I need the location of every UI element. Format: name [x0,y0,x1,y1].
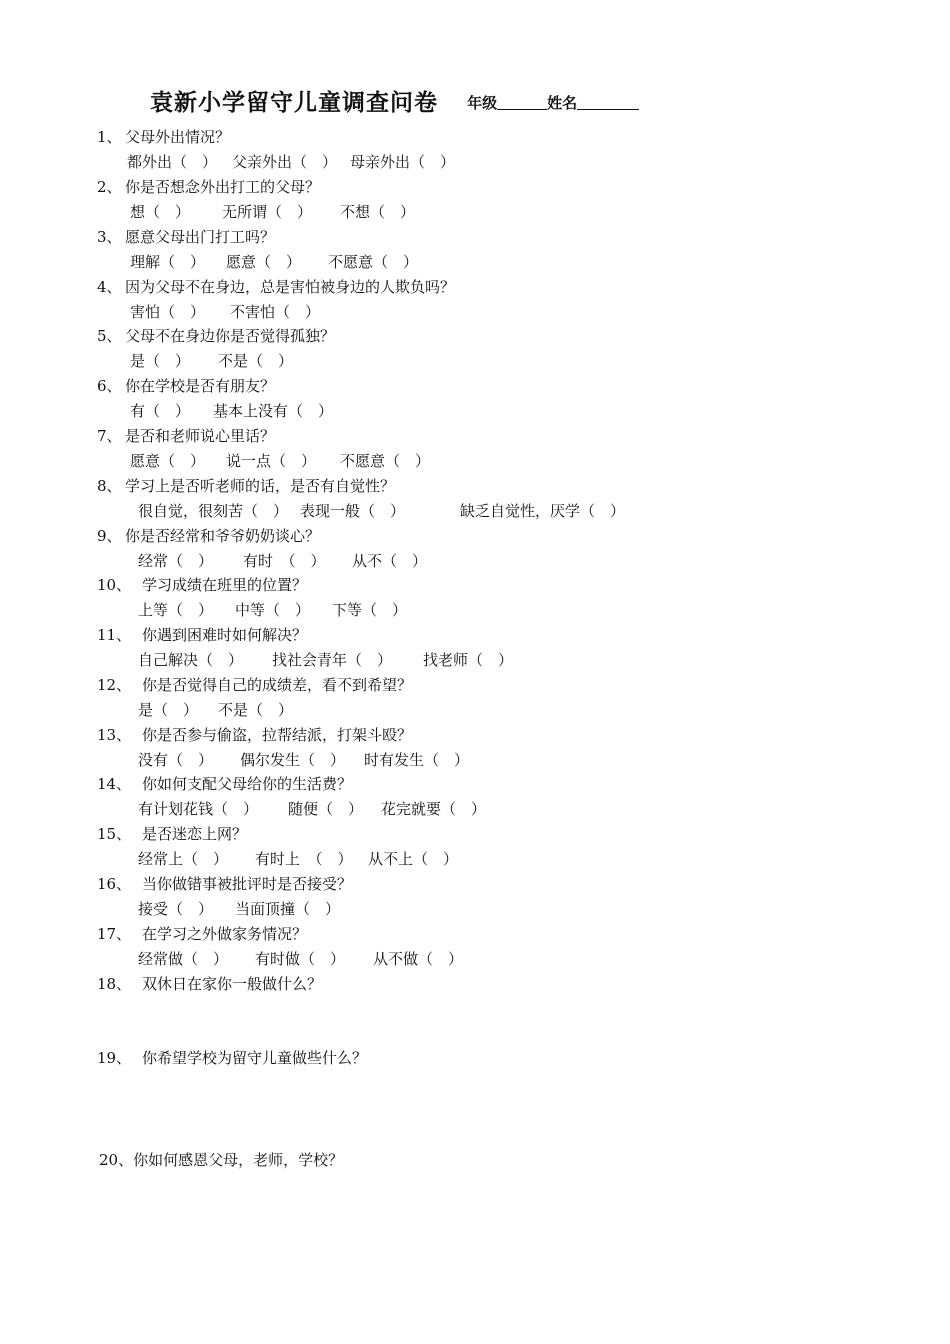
question-number: 8、 [97,477,122,495]
question-14 [97,774,352,794]
question-number: 20、 [99,1151,134,1169]
question-9 [97,526,320,546]
question-text: 你是否想念外出打工的父母？ [125,178,321,196]
question-5-option-1[interactable]: 是（ ） [130,352,191,370]
question-number: 19、 [97,1049,132,1067]
question-15 [97,824,247,844]
question-13-option-2[interactable]: 偶尔发生（ ） [240,751,346,769]
question-text: 父母不在身边你是否觉得孤独？ [125,327,336,345]
question-8-option-3[interactable]: 缺乏自觉性，厌学（ ） [460,502,626,520]
name-label: 姓名 [547,94,578,112]
question-4-option-2[interactable]: 不害怕（ ） [230,303,321,321]
question-5 [97,326,335,346]
question-11 [97,625,307,645]
question-12-option-1[interactable]: 是（ ） [138,701,199,719]
question-13 [97,725,412,745]
question-13-option-3[interactable]: 时有发生（ ） [364,751,470,769]
question-number: 13、 [97,726,132,744]
question-7 [97,426,275,446]
question-15-option-3[interactable]: 从不上（ ） [368,850,459,868]
question-10-option-2[interactable]: 中等（ ） [235,601,311,619]
question-9-option-2[interactable]: 有时 （ ） [243,552,326,570]
question-1-option-1[interactable]: 都外出（ ） [127,153,218,171]
name-blank[interactable] [577,95,639,110]
question-17-option-3[interactable]: 从不做（ ） [373,950,464,968]
question-text: 你遇到困难时如何解决？ [142,626,308,644]
question-11-option-3[interactable]: 找老师（ ） [423,651,514,669]
question-number: 14、 [97,775,132,793]
question-number: 15、 [97,825,132,843]
question-text: 愿意父母出门打工吗？ [125,228,276,246]
question-number: 1、 [97,128,122,146]
question-number: 11、 [97,626,132,644]
question-3-option-2[interactable]: 愿意（ ） [226,253,302,271]
question-10-option-1[interactable]: 上等（ ） [138,601,214,619]
question-6-option-1[interactable]: 有（ ） [130,402,191,420]
question-8-option-2[interactable]: 表现一般（ ） [300,502,406,520]
question-14-option-2[interactable]: 随便（ ） [288,800,364,818]
question-9-option-3[interactable]: 从不（ ） [352,552,428,570]
question-text: 学习成绩在班里的位置？ [142,576,308,594]
question-number: 2、 [97,178,122,196]
question-12-option-2[interactable]: 不是（ ） [218,701,294,719]
question-number: 17、 [97,925,132,943]
page-title: 袁新小学留守儿童调查问卷 [150,90,438,116]
question-text: 是否迷恋上网？ [142,825,248,843]
question-number: 12、 [97,676,132,694]
question-text: 你是否经常和爷爷奶奶谈心？ [125,527,321,545]
grade-label: 年级 [467,94,498,112]
question-7-option-2[interactable]: 说一点（ ） [226,452,317,470]
question-number: 4、 [97,278,122,296]
question-15-option-2[interactable]: 有时上 （ ） [255,850,353,868]
question-2 [97,177,320,197]
question-text: 你希望学校为留守儿童做些什么？ [142,1049,368,1067]
question-16 [97,874,352,894]
question-text: 你是否觉得自己的成绩差，看不到希望？ [142,676,413,694]
question-1-option-2[interactable]: 父亲外出（ ） [232,153,338,171]
grade-blank[interactable] [497,95,547,110]
question-3-option-3[interactable]: 不愿意（ ） [328,253,419,271]
student-fields [467,92,639,113]
question-number: 16、 [97,875,132,893]
question-6-option-2[interactable]: 基本上没有（ ） [213,402,334,420]
header [150,84,639,117]
question-4 [97,277,455,297]
question-3 [97,227,275,247]
question-19 [97,1048,367,1068]
question-2-option-2[interactable]: 无所谓（ ） [222,203,313,221]
question-20 [99,1150,343,1170]
question-5-option-2[interactable]: 不是（ ） [218,352,294,370]
question-text: 学习上是否听老师的话，是否有自觉性？ [125,477,396,495]
question-text: 是否和老师说心里话？ [125,427,276,445]
question-7-option-3[interactable]: 不愿意（ ） [340,452,431,470]
question-number: 18、 [97,975,132,993]
question-11-option-2[interactable]: 找社会青年（ ） [272,651,393,669]
question-1 [97,127,230,147]
question-text: 你如何支配父母给你的生活费？ [142,775,353,793]
question-17-option-1[interactable]: 经常做（ ） [138,950,229,968]
question-number: 7、 [97,427,122,445]
question-4-option-1[interactable]: 害怕（ ） [130,303,206,321]
question-15-option-1[interactable]: 经常上（ ） [138,850,229,868]
question-text: 在学习之外做家务情况？ [142,925,308,943]
question-number: 5、 [97,327,122,345]
question-12 [97,675,412,695]
question-number: 9、 [97,527,122,545]
question-9-option-1[interactable]: 经常（ ） [138,552,214,570]
question-11-option-1[interactable]: 自己解决（ ） [138,651,244,669]
question-8 [97,476,395,496]
question-1-option-3[interactable]: 母亲外出（ ） [350,153,456,171]
question-text: 因为父母不在身边，总是害怕被身边的人欺负吗？ [125,278,456,296]
question-text: 你是否参与偷盗，拉帮结派，打架斗殴？ [142,726,413,744]
question-number: 10、 [97,576,132,594]
question-10-option-3[interactable]: 下等（ ） [332,601,408,619]
question-7-option-1[interactable]: 愿意（ ） [130,452,206,470]
question-2-option-3[interactable]: 不想（ ） [340,203,416,221]
question-16-option-1[interactable]: 接受（ ） [138,900,214,918]
question-17 [97,924,307,944]
question-number: 6、 [97,377,122,395]
question-6 [97,376,275,396]
question-text: 你在学校是否有朋友？ [125,377,276,395]
question-16-option-2[interactable]: 当面顶撞（ ） [235,900,341,918]
question-14-option-1[interactable]: 有计划花钱（ ） [138,800,259,818]
question-17-option-2[interactable]: 有时做（ ） [255,950,346,968]
question-2-option-1[interactable]: 想（ ） [130,203,191,221]
question-18 [97,974,322,994]
question-text: 双休日在家你一般做什么？ [142,975,323,993]
question-text: 父母外出情况？ [125,128,231,146]
question-10 [97,575,307,595]
question-text: 当你做错事被批评时是否接受？ [142,875,353,893]
question-8-option-1[interactable]: 很自觉，很刻苦（ ） [138,502,289,520]
question-text: 你如何感恩父母，老师，学校？ [133,1151,344,1169]
question-3-option-1[interactable]: 理解（ ） [130,253,206,271]
question-14-option-3[interactable]: 花完就要（ ） [381,800,487,818]
question-13-option-1[interactable]: 没有（ ） [138,751,214,769]
question-number: 3、 [97,228,122,246]
